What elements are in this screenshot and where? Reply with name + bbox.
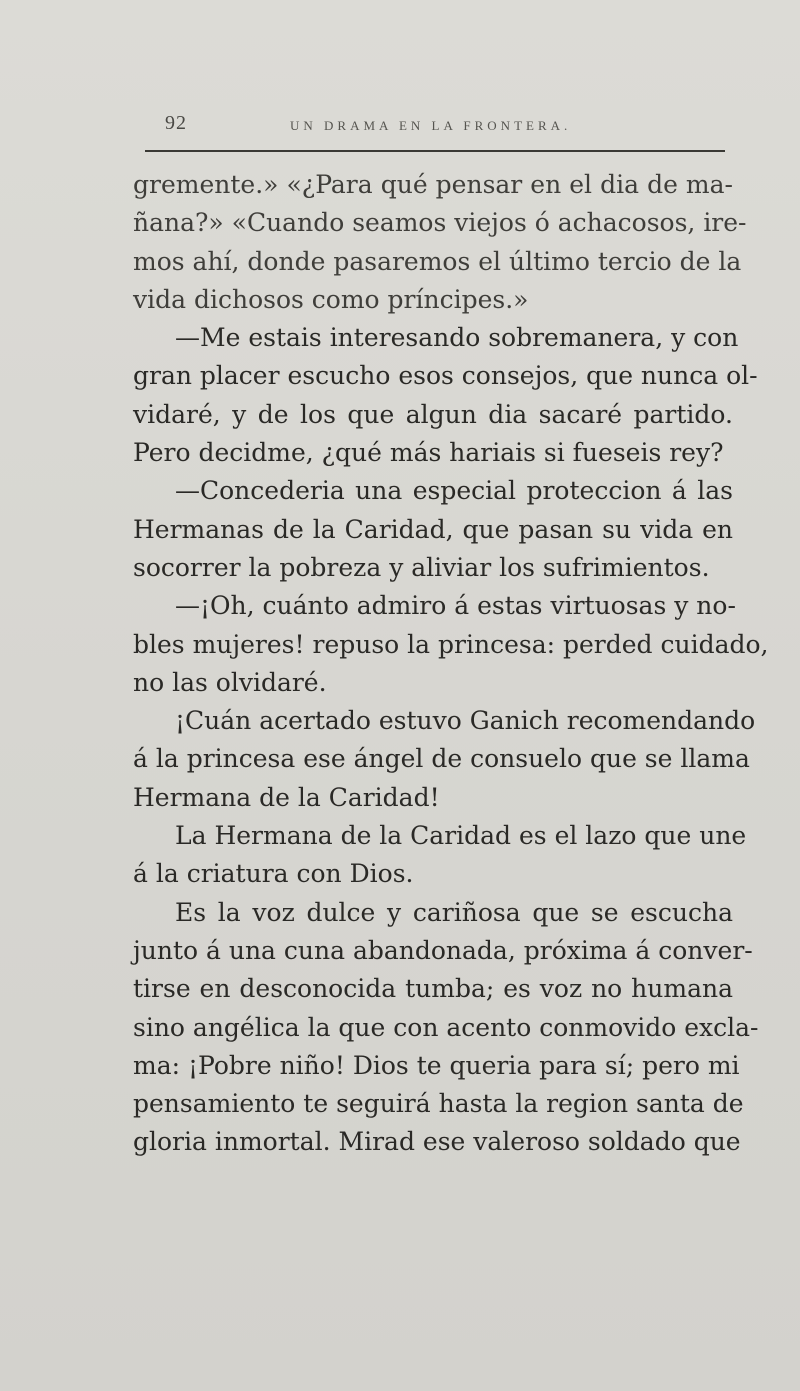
text-line: La Hermana de la Caridad es el lazo que une (175, 821, 747, 851)
text-line: tirse en desconocida tumba; es voz no humana (133, 974, 733, 1004)
text-line: Pero decidme, ¿qué más hariais si fueseis rey? (133, 438, 724, 468)
text-line: bles mujeres! repuso la princesa: perded cuidado, (133, 629, 769, 659)
text-line: ¡Cuán acertado estuvo Ganich recomendando (175, 706, 756, 736)
text-line: vida dichosos como príncipes.» (133, 284, 529, 314)
text-line: Hermanas de la Caridad, que pasan su vida en (133, 514, 733, 544)
text-line: —¡Oh, cuánto admiro á estas virtuosas y no- (175, 591, 736, 621)
text-line: gran placer escucho esos consejos, que nunca ol- (133, 361, 758, 391)
text-line: Hermana de la Caridad! (133, 782, 440, 812)
text-line: no las olvidaré. (133, 667, 327, 697)
text-line: pensamiento te seguirá hasta la region santa de (133, 1089, 744, 1119)
running-title: UN DRAMA EN LA FRONTERA. (290, 118, 572, 133)
text-line: ma: ¡Pobre niño! Dios te queria para sí; pero mi (133, 1050, 740, 1080)
text-line: sino angélica la que con acento conmovido excla- (133, 1012, 759, 1042)
page-number: 92 (165, 112, 187, 134)
text-line: ñana?» «Cuando seamos viejos ó achacosos, ire- (133, 208, 747, 238)
text-line: gloria inmortal. Mirad ese valeroso soldado que (133, 1127, 741, 1157)
text-line: mos ahí, donde pasaremos el último tercio de la (133, 246, 742, 276)
text-line: —Me estais interesando sobremanera, y con (175, 323, 739, 353)
text-line: junto á una cuna abandonada, próxima á conver- (133, 935, 753, 965)
text-line: vidaré, y de los que algun dia sacaré partido. (133, 399, 733, 429)
body-text (133, 166, 769, 1162)
header-rule (145, 150, 725, 152)
text-line: socorrer la pobreza y aliviar los sufrimientos. (133, 552, 710, 582)
text-line: á la criatura con Dios. (133, 859, 414, 889)
text-line: á la princesa ese ángel de consuelo que se llama (133, 744, 750, 774)
text-line: gremente.» «¿Para qué pensar en el dia de ma- (133, 170, 733, 199)
text-line: —Concederia una especial proteccion á las (175, 476, 733, 506)
page-header (165, 112, 725, 144)
text-line: Es la voz dulce y cariñosa que se escucha (175, 897, 733, 927)
